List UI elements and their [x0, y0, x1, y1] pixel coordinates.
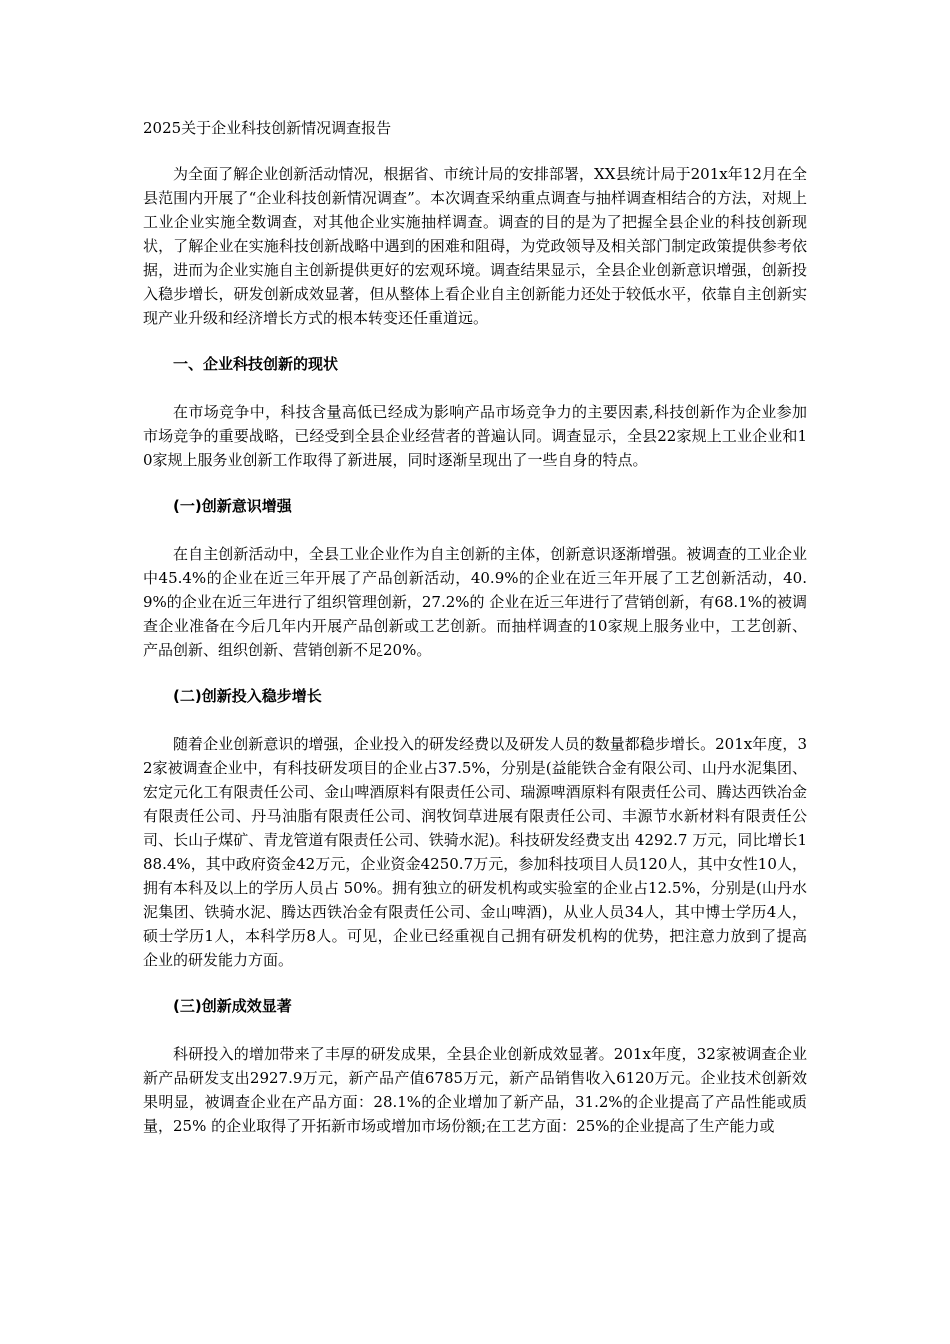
subsection-investment-paragraph: 随着企业创新意识的增强，企业投入的研发经费以及研发人员的数量都稳步增长。201x年度，32家被调查企业中，有科技研发项目的企业占37.5%，分别是(益能铁合金有限公司、山丹水泥集团、宏定元化工有限责任公司、金山啤酒原料有限责任公司、瑞源啤酒原料有限责任公司、腾达西铁冶金有限责任公司、丹马油脂有限责任公司、润牧饲草进展有限责任公司、丰源节水新材料有限责任公司、长山子煤矿、青龙管道有限责任公司、铁骑水泥)。科技研发经费支出 4292.7 万元，同比增长188.4%，其中政府资金42万元，企业资金4250.7万元，参加科技项目人员120人，其中女性10人，拥有本科及以上的学历人员占 50%。拥有独立的研发机构或实验室的企业占12.5%，分别是(山丹水泥集团、铁骑水泥、腾达西铁冶金有限责任公司、金山啤酒)，从业人员34人，其中博士学历4人，硕士学历1人，本科学历8人。可见，企业已经重视自己拥有研发机构的优势，把注意力放到了提高企业的研发能力方面。: [143, 735, 807, 969]
section-status-paragraph: 在市场竞争中，科技含量高低已经成为影响产品市场竞争力的主要因素,科技创新作为企业参加市场竞争的重要战略，已经受到全县企业经营者的普遍认同。调查显示，全县22家规上工业企业和10家规上服务业创新工作取得了新进展，同时逐渐呈现出了一些自身的特点。: [143, 403, 807, 469]
document-page: [143, 116, 807, 1160]
section-heading-status: 一、企业科技创新的现状: [173, 355, 339, 373]
subsection-heading-investment: (二)创新投入稳步增长: [173, 687, 322, 705]
intro-paragraph: 为全面了解企业创新活动情况，根据省、市统计局的安排部署，XX县统计局于201x年12月在全县范围内开展了“企业科技创新情况调查”。本次调查采纳重点调查与抽样调查相结合的方法，对规上工业企业实施全数调查，对其他企业实施抽样调查。调查的目的是为了把握全县企业的科技创新现状，了解企业在实施科技创新战略中遇到的困难和阻碍，为党政领导及相关部门制定政策提供参考依据，进而为企业实施自主创新提供更好的宏观环境。调查结果显示，全县企业创新意识增强，创新投入稳步增长，研发创新成效显著，但从整体上看企业自主创新能力还处于较低水平，依靠自主创新实现产业升级和经济增长方式的根本转变还任重道远。: [143, 165, 807, 327]
subsection-heading-results: (三)创新成效显著: [173, 997, 292, 1015]
subsection-heading-awareness: (一)创新意识增强: [173, 497, 292, 515]
subsection-awareness-paragraph: 在自主创新活动中，全县工业企业作为自主创新的主体，创新意识逐渐增强。被调查的工业企业中45.4%的企业在近三年开展了产品创新活动，40.9%的企业在近三年开展了工艺创新活动，40.9%的企业在近三年进行了组织管理创新，27.2%的 企业在近三年进行了营销创新，有68.1%的被调查企业准备在今后几年内开展产品创新或工艺创新。而抽样调查的10家规上服务业中，工艺创新、产品创新、组织创新、营销创新不足20%。: [143, 545, 807, 659]
subsection-results-paragraph: 科研投入的增加带来了丰厚的研发成果，全县企业创新成效显著。201x年度，32家被调查企业新产品研发支出2927.9万元，新产品产值6785万元，新产品销售收入6120万元。企业技术创新效果明显，被调查企业在产品方面：28.1%的企业增加了新产品，31.2%的企业提高了产品性能或质量，25% 的企业取得了开拓新市场或增加市场份额;在工艺方面：25%的企业提高了生产能力或: [143, 1045, 807, 1135]
document-title: 2025关于企业科技创新情况调查报告: [143, 119, 392, 137]
